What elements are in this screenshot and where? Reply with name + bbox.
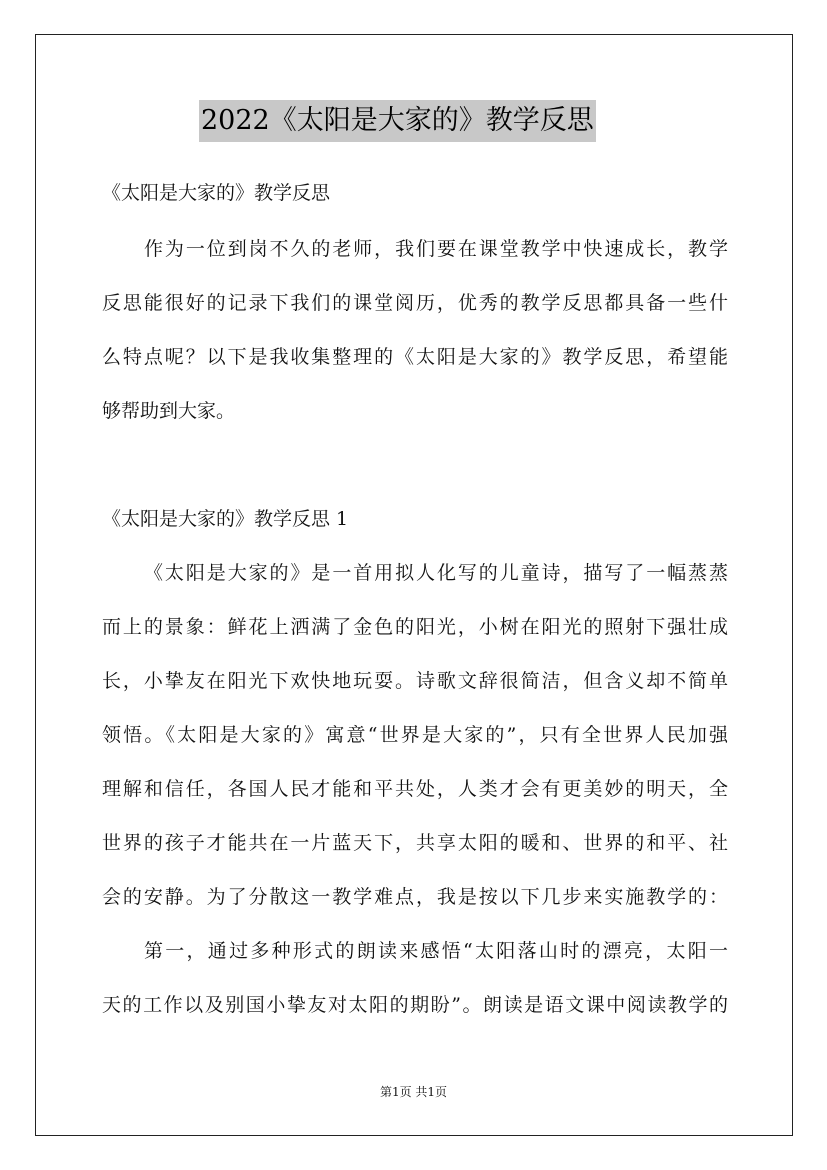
intro-line: 么特点呢？以下是我收集整理的《太阳是大家的》教学反思，希望能	[102, 346, 728, 368]
paragraph-line: 《太阳是大家的》是一首用拟人化写的儿童诗，描写了一幅蒸蒸	[144, 562, 728, 584]
paragraph-line: 第一，通过多种形式的朗读来感悟“太阳落山时的漂亮，太阳一	[144, 940, 728, 962]
section-heading: 《太阳是大家的》教学反思 1	[102, 508, 349, 530]
paragraph-line: 世界的孩子才能共在一片蓝天下，共享太阳的暖和、世界的和平、社	[102, 832, 728, 854]
intro-line: 反思能很好的记录下我们的课堂阅历，优秀的教学反思都具备一些什	[102, 292, 728, 314]
intro-line: 够帮助到大家。	[102, 400, 236, 422]
intro-line: 作为一位到岗不久的老师，我们要在课堂教学中快速成长，教学	[144, 238, 728, 260]
paragraph-line: 会的安静。为了分散这一教学难点，我是按以下几步来实施教学的：	[102, 886, 728, 908]
paragraph-line: 长，小挚友在阳光下欢快地玩耍。诗歌文辞很简洁，但含义却不简单	[102, 670, 728, 692]
page-number-footer: 第1页 共1页	[379, 1085, 448, 1099]
paragraph-line: 领悟。《太阳是大家的》寓意“世界是大家的”，只有全世界人民加强	[102, 724, 728, 746]
paragraph-line: 而上的景象：鲜花上洒满了金色的阳光，小树在阳光的照射下强壮成	[102, 616, 728, 638]
paragraph-line: 理解和信任，各国人民才能和平共处，人类才会有更美妙的明天，全	[102, 778, 728, 800]
subtitle: 《太阳是大家的》教学反思	[102, 182, 331, 204]
document-title: 2022《太阳是大家的》教学反思	[199, 100, 596, 142]
paragraph-line: 天的工作以及别国小挚友对太阳的期盼”。朗读是语文课中阅读教学的	[102, 994, 728, 1016]
